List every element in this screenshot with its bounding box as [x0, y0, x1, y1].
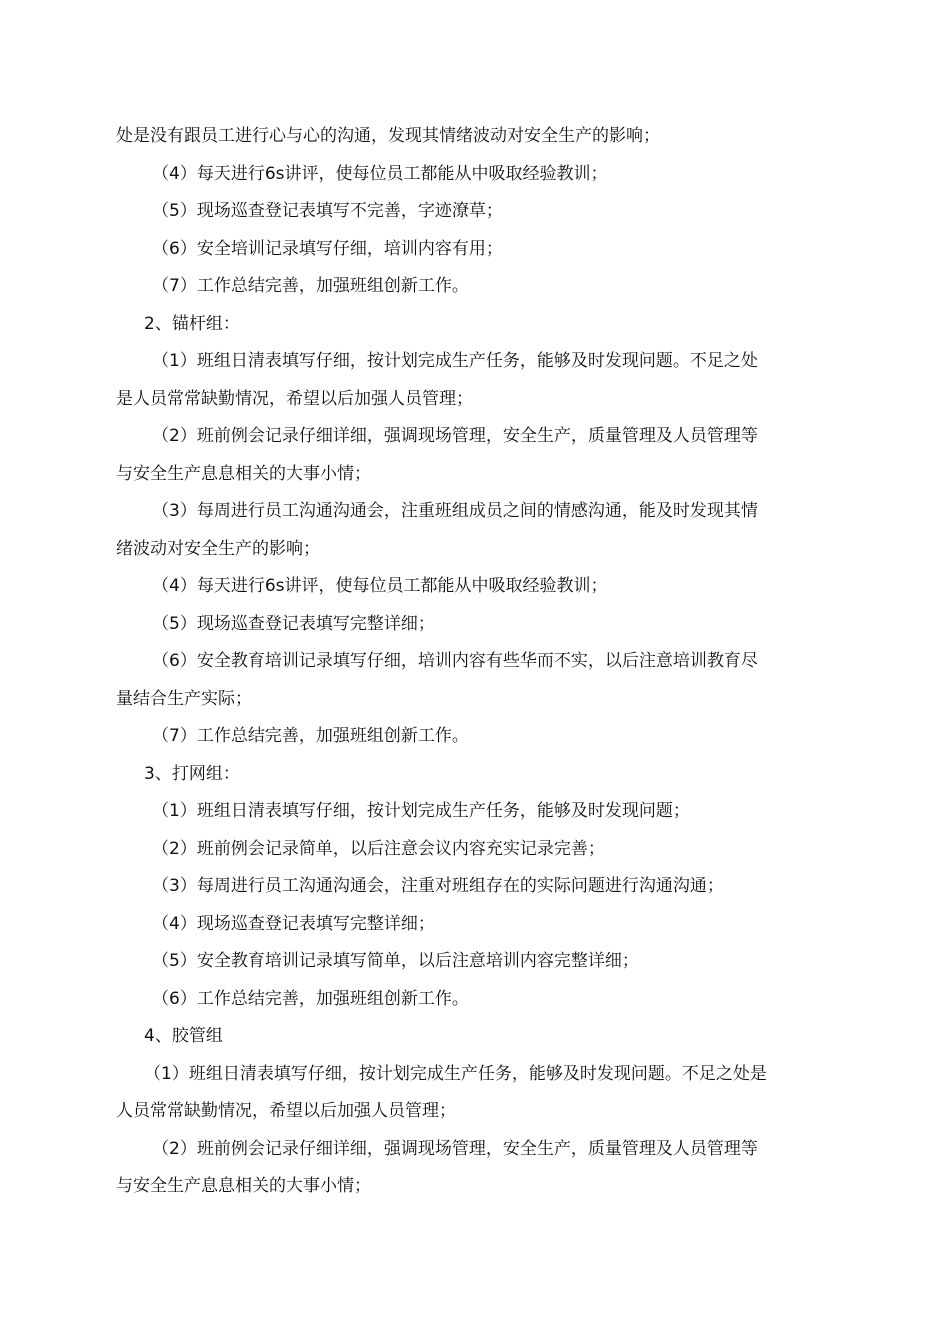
- paragraph-line: （5）安全教育培训记录填写简单，以后注意培训内容完整详细；: [152, 951, 639, 971]
- paragraph-line: （3）每周进行员工沟通沟通会，注重对班组存在的实际问题进行沟通沟通；: [152, 876, 724, 896]
- paragraph-line: （1）班组日清表填写仔细，按计划完成生产任务，能够及时发现问题。不足之处: [152, 351, 758, 371]
- paragraph-line: （6）安全培训记录填写仔细，培训内容有用；: [152, 238, 503, 259]
- paragraph-line: （5）现场巡查登记表填写不完善，字迹潦草；: [152, 201, 503, 221]
- paragraph-line: 量结合生产实际；: [116, 688, 252, 709]
- section-heading: 2、锚杆组：: [144, 313, 240, 334]
- paragraph-line: （1）班组日清表填写仔细，按计划完成生产任务，能够及时发现问题；: [152, 801, 690, 821]
- paragraph-line: 是人员常常缺勤情况，希望以后加强人员管理；: [116, 388, 473, 409]
- paragraph-line: 绪波动对安全生产的影响；: [116, 538, 320, 559]
- paragraph-line: （5）现场巡查登记表填写完整详细；: [152, 613, 435, 634]
- paragraph-line: （2）班前例会记录仔细详细，强调现场管理，安全生产，质量管理及人员管理等: [152, 1138, 758, 1159]
- paragraph-line: （6）安全教育培训记录填写仔细，培训内容有些华而不实，以后注意培训教育尽: [152, 651, 758, 671]
- paragraph-line: 与安全生产息息相关的大事小情；: [116, 1176, 371, 1196]
- document-page: [116, 118, 838, 1206]
- paragraph-line: 与安全生产息息相关的大事小情；: [116, 463, 371, 484]
- paragraph-line: （4）每天进行6s讲评，使每位员工都能从中吸取经验教训；: [152, 163, 608, 184]
- paragraph-line: （7）工作总结完善，加强班组创新工作。: [152, 726, 469, 746]
- paragraph-line: 处是没有跟员工进行心与心的沟通，发现其情绪波动对安全生产的影响；: [116, 126, 660, 146]
- paragraph-line: （2）班前例会记录简单，以后注意会议内容充实记录完善；: [152, 838, 605, 859]
- paragraph-line: 人员常常缺勤情况，希望以后加强人员管理；: [116, 1101, 456, 1121]
- section-heading: 4、胶管组: [144, 1026, 223, 1046]
- paragraph-line: （7）工作总结完善，加强班组创新工作。: [152, 276, 469, 296]
- paragraph-line: （6）工作总结完善，加强班组创新工作。: [152, 988, 469, 1009]
- paragraph-line: （4）每天进行6s讲评，使每位员工都能从中吸取经验教训；: [152, 576, 608, 596]
- paragraph-line: （2）班前例会记录仔细详细，强调现场管理，安全生产，质量管理及人员管理等: [152, 426, 758, 446]
- paragraph-line: （4）现场巡查登记表填写完整详细；: [152, 913, 435, 934]
- paragraph-line: （3）每周进行员工沟通沟通会，注重班组成员之间的情感沟通，能及时发现其情: [152, 501, 758, 521]
- paragraph-line: （1）班组日清表填写仔细，按计划完成生产任务，能够及时发现问题。不足之处是: [144, 1063, 767, 1084]
- section-heading: 3、打网组：: [144, 763, 240, 784]
